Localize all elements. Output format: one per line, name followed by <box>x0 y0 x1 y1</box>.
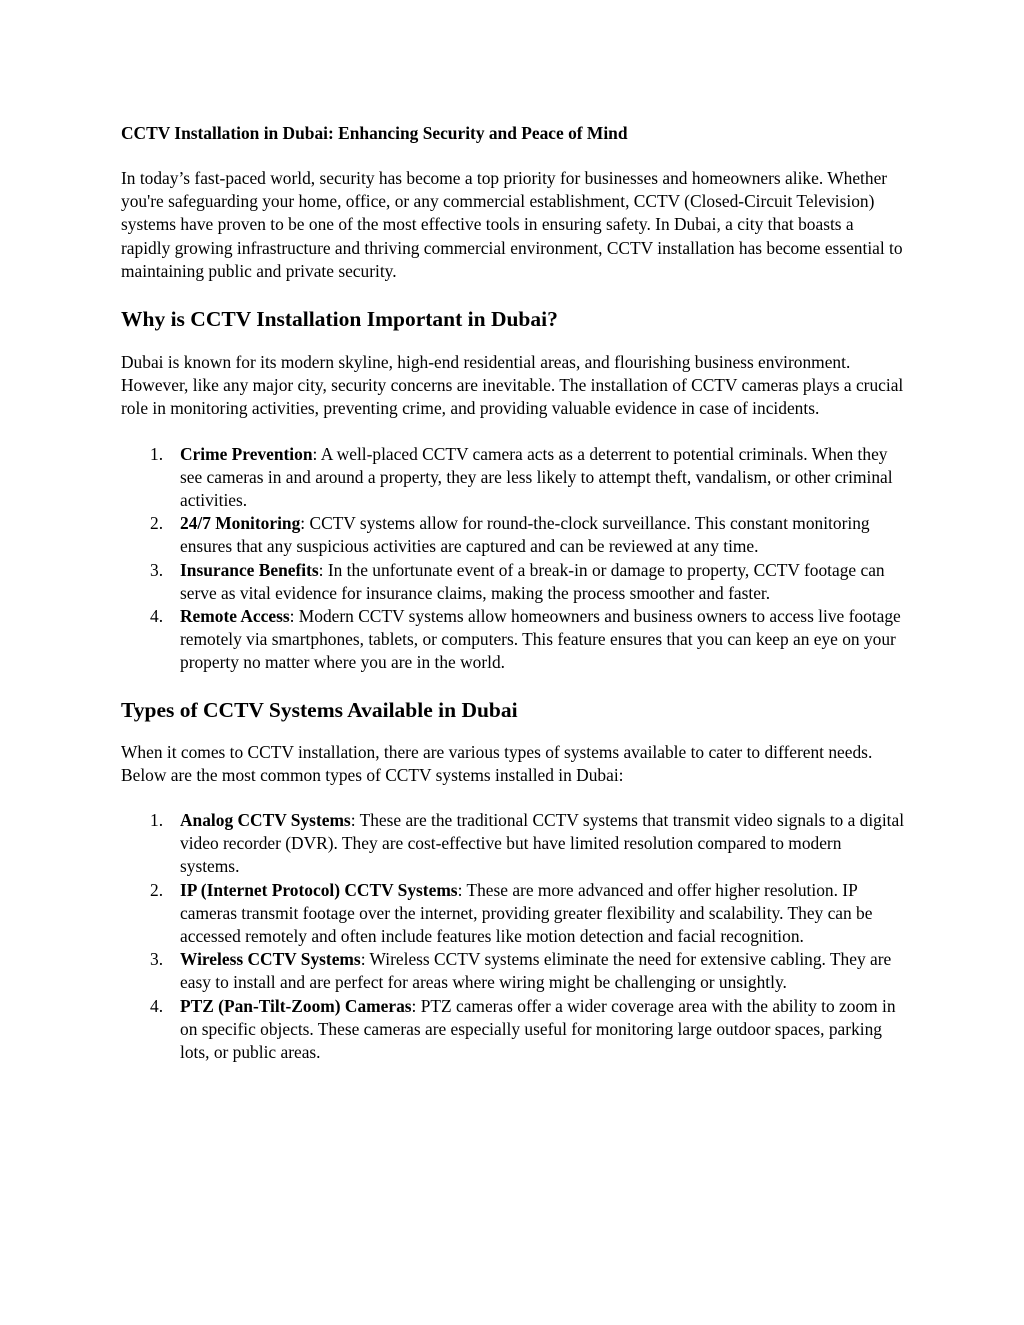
section-paragraph-why: Dubai is known for its modern skyline, high-end residential areas, and flourishing business environment. However, like any major city, security concerns are inevitable. The installation of CCTV cameras plays a crucial role in monitoring activities, preventing crime, and providing valuable evidence in case of incidents. <box>121 352 904 419</box>
types-list <box>121 809 905 1064</box>
list-term: Analog CCTV Systems <box>180 810 351 831</box>
list-item <box>121 605 905 675</box>
list-number: 3. <box>150 949 164 970</box>
list-term: IP (Internet Protocol) CCTV Systems <box>180 879 458 900</box>
list-text: : Wireless CCTV systems eliminate the need for extensive cabling. They are easy to install and are perfect for areas where wiring might be challenging or unsightly. <box>180 949 892 993</box>
list-item <box>121 879 905 949</box>
list-text: : A well-placed CCTV camera acts as a deterrent to potential criminals. When they see cameras in and around a property, they are less likely to attempt theft, vandalism, or other criminal activities. <box>180 443 893 511</box>
list-number: 1. <box>150 810 164 831</box>
list-term: Insurance Benefits <box>180 559 319 580</box>
list-text: : CCTV systems allow for round-the-clock surveillance. This constant monitoring ensures that any suspicious activities are captured and can be reviewed at any time. <box>180 513 870 557</box>
list-text: : Modern CCTV systems allow homeowners and business owners to access live footage remotely via smartphones, tablets, or computers. This feature ensures that you can keep an eye on your property no matter where you are in the world. <box>180 606 901 673</box>
list-text: : These are more advanced and offer higher resolution. IP cameras transmit footage over the internet, providing greater flexibility and scalability. They can be accessed remotely and often include features like motion detection and facial recognition. <box>180 879 873 947</box>
list-item <box>121 995 905 1065</box>
document-title: CCTV Installation in Dubai: Enhancing Security and Peace of Mind <box>121 123 628 143</box>
list-number: 4. <box>150 995 164 1016</box>
list-item <box>121 559 905 605</box>
list-term: Remote Access <box>180 606 290 627</box>
section-heading-types: Types of CCTV Systems Available in Dubai <box>121 697 518 722</box>
list-text: : In the unfortunate event of a break-in or damage to property, CCTV footage can serve as vital evidence for insurance claims, making the process smoother and faster. <box>180 559 885 603</box>
section-paragraph-types: When it comes to CCTV installation, there are various types of systems available to cater to different needs. Below are the most common types of CCTV systems installed in Dubai: <box>121 741 873 785</box>
list-term: Wireless CCTV Systems <box>180 949 361 970</box>
list-number: 3. <box>150 559 164 580</box>
list-number: 1. <box>150 443 164 464</box>
list-number: 2. <box>150 513 164 534</box>
list-item <box>121 512 905 558</box>
list-term: PTZ (Pan-Tilt-Zoom) Cameras <box>180 995 412 1016</box>
list-text: : These are the traditional CCTV systems that transmit video signals to a digital video recorder (DVR). They are cost-effective but have limited resolution compared to modern systems. <box>180 810 905 877</box>
benefits-list <box>121 443 905 675</box>
section-heading-why: Why is CCTV Installation Important in Dubai? <box>121 307 558 332</box>
intro-paragraph: In today’s fast-paced world, security has become a top priority for businesses and homeowners alike. Whether you're safeguarding your home, office, or any commercial establishment, CCTV (Closed-Circuit Television) systems have proven to be one of the most effective tools in ensuring safety. In Dubai, a city that boasts a rapidly growing infrastructure and thriving commercial environment, CCTV installation has become essential to maintaining public and private security. <box>121 168 903 281</box>
list-item <box>121 809 905 879</box>
list-item <box>121 443 905 513</box>
list-term: Crime Prevention <box>180 443 313 464</box>
list-text: : PTZ cameras offer a wider coverage area with the ability to zoom in on specific objects. These cameras are especially useful for monitoring large outdoor spaces, parking lots, or public areas. <box>180 995 896 1063</box>
list-number: 2. <box>150 879 164 900</box>
list-item <box>121 948 905 994</box>
document-page <box>121 119 905 1064</box>
list-term: 24/7 Monitoring <box>180 513 301 534</box>
list-number: 4. <box>150 606 164 627</box>
